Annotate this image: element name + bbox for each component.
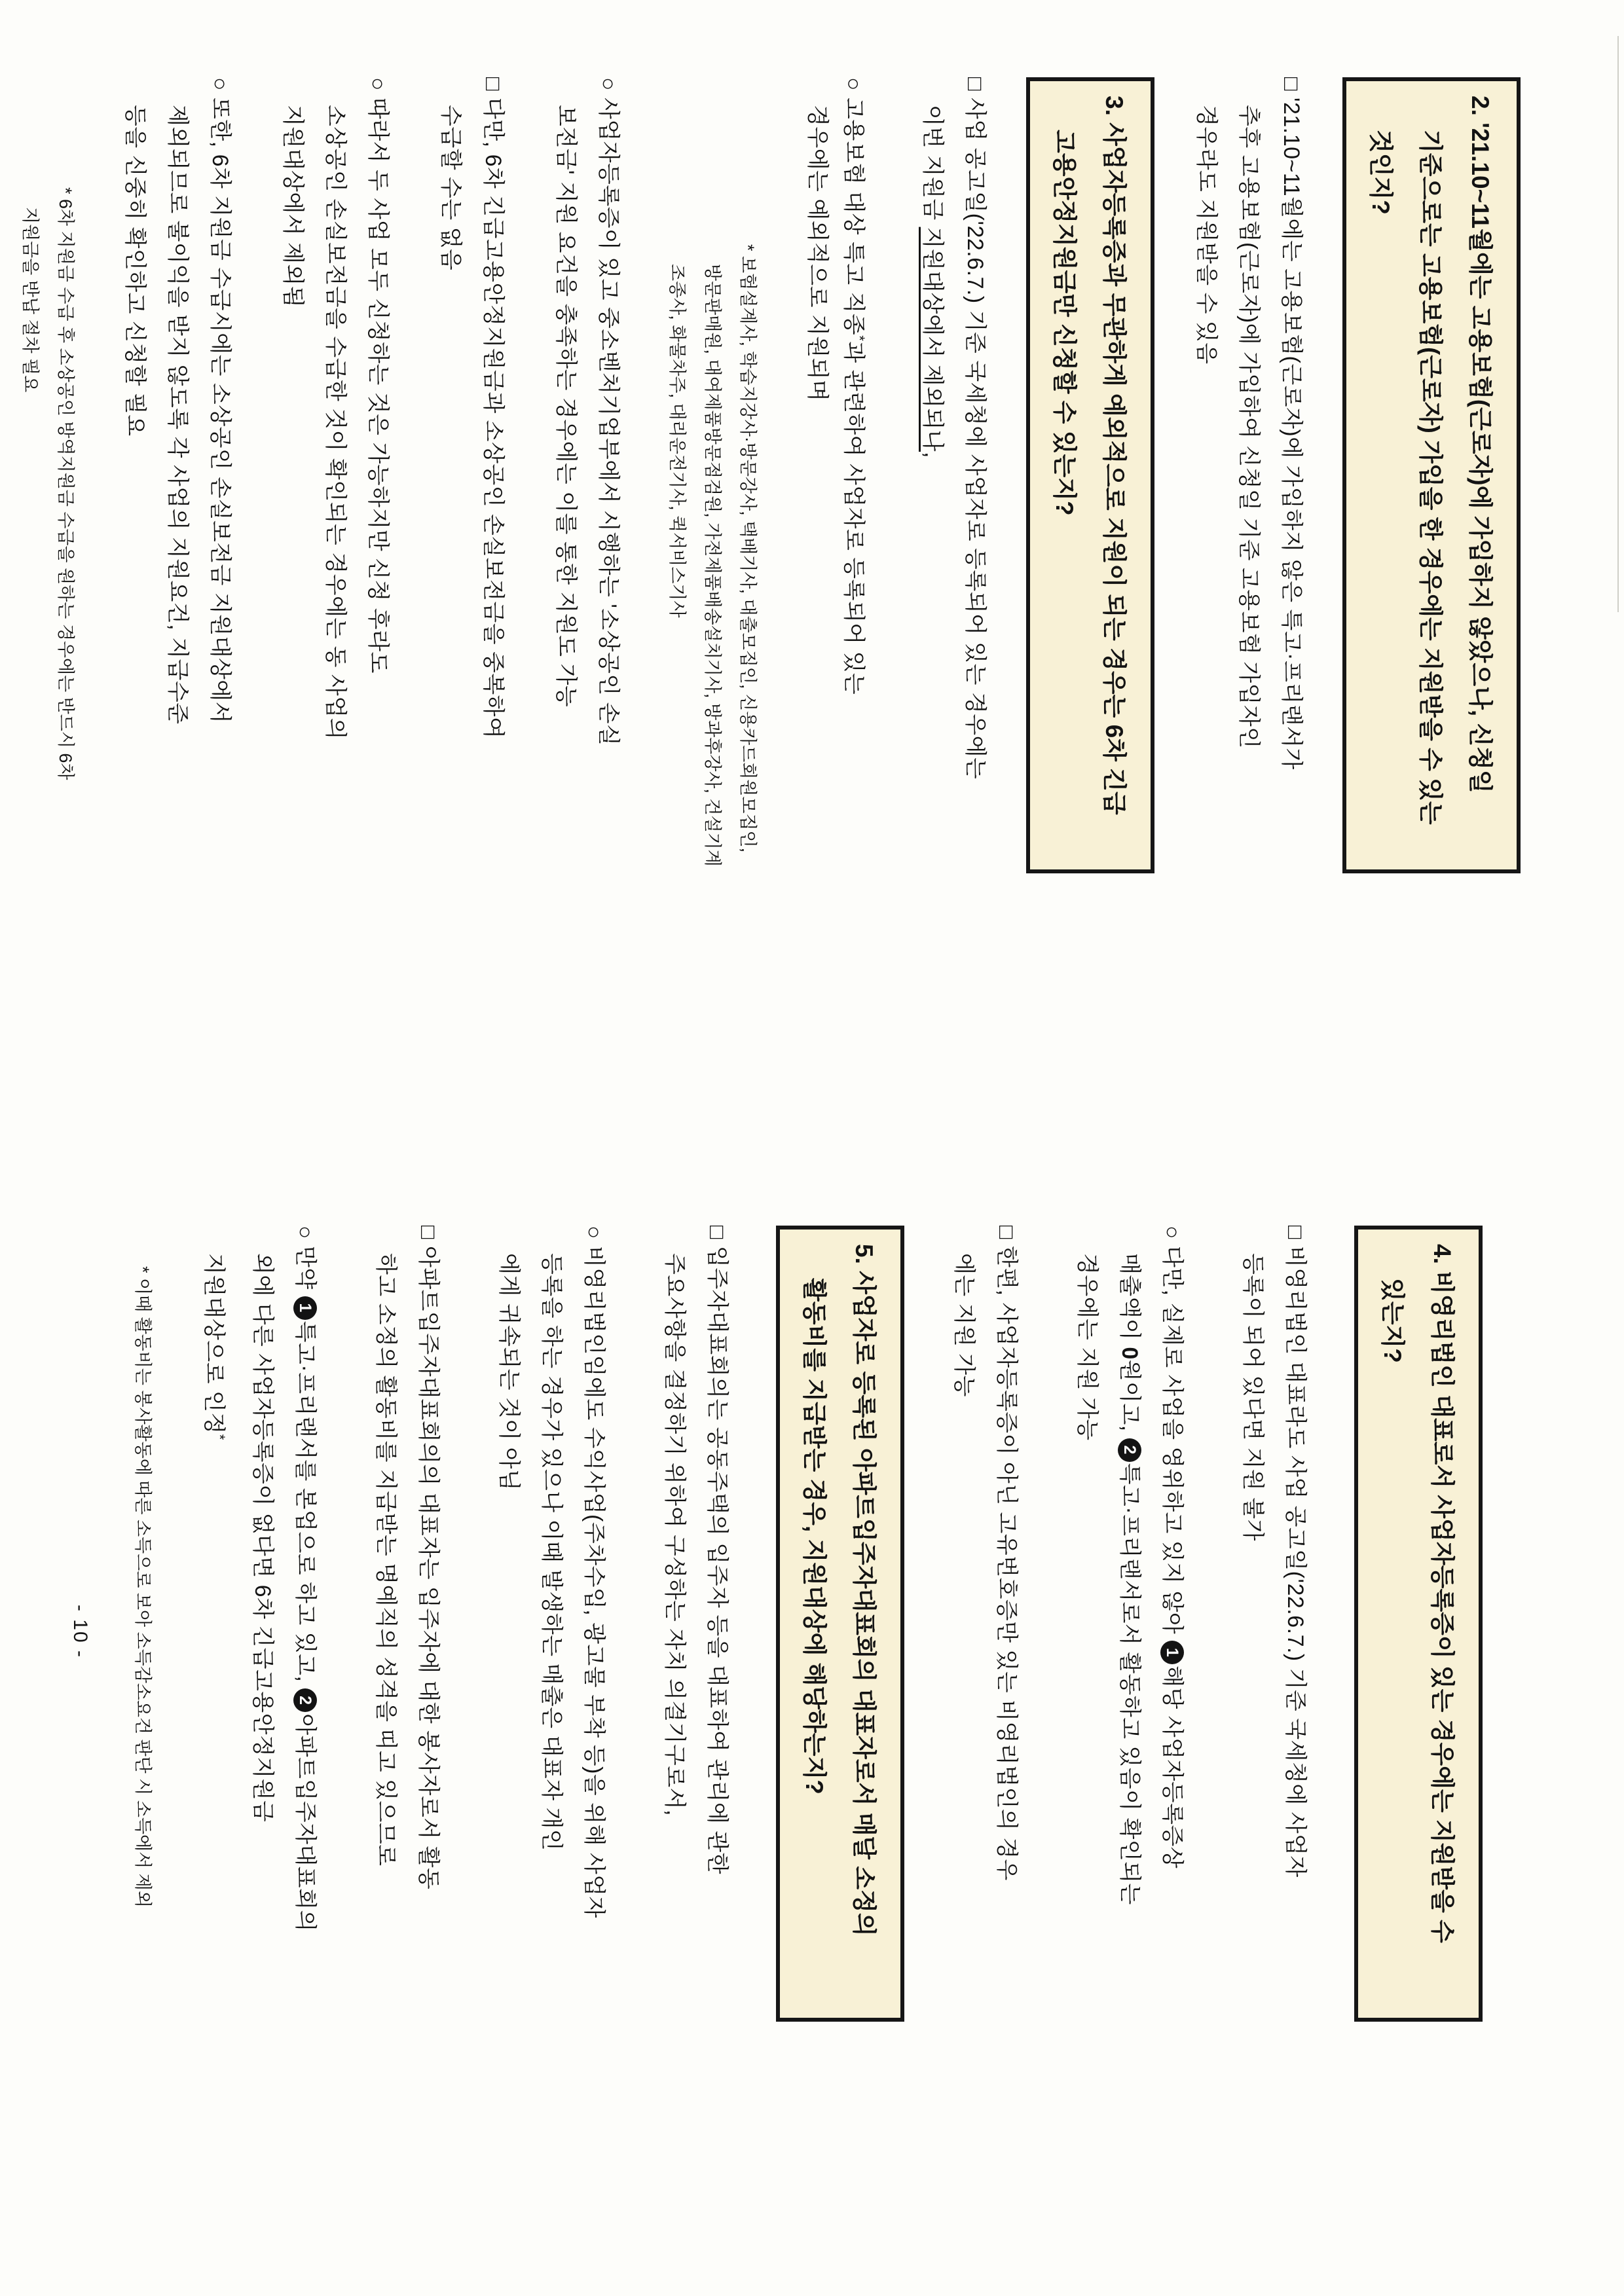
text-line (1151, 1226, 1193, 2295)
answer-5-3 (364, 1226, 449, 2295)
circled-number-2: 2 (1118, 1438, 1141, 1462)
page-canvas (0, 1148, 1624, 2295)
text-segment: 아파트입주자대표회의 (293, 1713, 318, 1932)
footnote-3-jobs (659, 77, 766, 1147)
text-segment: 0 (1117, 1347, 1142, 1360)
text-segment: 매출액이 (1117, 1253, 1142, 1347)
text-segment: 특고·프리랜서를 본업으로 하고 있고, (293, 1321, 318, 1689)
text-segment: 과 관련하여 사업자로 등록되어 있는 (841, 341, 866, 695)
text-line: 에게 귀속되는 것이 아님 (496, 1253, 521, 1491)
answer-3-6 (113, 77, 241, 1147)
text-line: 제외되므로 불이익을 받지 않도록 각 사업의 지원요건, 지급수준 (165, 105, 190, 725)
text-line: 경우에는 예외적으로 지원되며 (805, 105, 830, 402)
text-segment: ○ 만약 (293, 1226, 318, 1296)
answer-3-3 (544, 77, 629, 1147)
circled-number-2: 2 (293, 1688, 317, 1712)
question-4 (1354, 1226, 1483, 2022)
text-segment: 지원대상에서 제외되나 (920, 227, 945, 452)
text-line: 추후 고용보험(근로자)에 가입하여 신청일 기준 고용보험 가입자인 (1236, 105, 1261, 749)
text-line: □ '21.10~11월에는 고용보험(근로자)에 가입하지 않은 특고·프리랜서가 (1279, 77, 1304, 770)
answer-2-1 (1185, 77, 1312, 1147)
text-line: □ 비영리법인 대표라도 사업 공고일('22.6.7.) 기준 국세청에 사업자 (1283, 1226, 1308, 1878)
text-line (198, 1253, 241, 2295)
answer-5-1 (653, 1226, 738, 2295)
text-line: 경우에는 지원 가능 (1075, 1253, 1099, 1441)
text-line: 활동비를 지급받는 경우, 지원대상에 해당하는지? (801, 1278, 828, 1795)
text-line: ○ 비영리법인임에도 수익사업(주차수입, 광고물 부착 등)을 위해 사업자 (581, 1226, 606, 1918)
text-line: 고용안정지원금만 신청할 수 있는지? (1051, 130, 1078, 516)
text-line: 소상공인 손실보전금을 수급한 것이 확인되는 경우에는 동 사업의 (323, 105, 348, 740)
text-line: 것인지? (1367, 130, 1394, 215)
text-line (284, 1226, 326, 2295)
text-line: 지원금을 반납 절차 필요 (20, 207, 40, 393)
text-line: 지원대상에서 제외됨 (280, 105, 305, 308)
footnote-5-income (125, 1226, 160, 2295)
text-line: 2. '21.10~11월에는 고용보험(근로자)에 가입하지 않았으나, 신청일 (1467, 96, 1494, 793)
question-2 (1342, 77, 1521, 873)
text-line: 4. 비영리법인 대표로서 사업자등록증이 있는 경우에는 지원받을 수 (1429, 1244, 1456, 1943)
text-line: ○ 또한, 6차 지원금 수급시에는 소상공인 손실보전금 지원대상에서 (208, 77, 232, 723)
page-canvas (0, 0, 1624, 1147)
text-line: 경우라도 지원받을 수 있음 (1194, 105, 1219, 365)
text-line: 등록을 하는 경우가 있으나 이때 발생하는 매출은 대표자 개인 (539, 1253, 564, 1851)
text-line: □ 아파트입주자대표회의의 대표자는 입주자에 대한 봉사자로서 활동 (416, 1226, 441, 1890)
text-line: 방문판매원, 대여제품방문점검원, 가전제품배송설치기사, 방과후강사, 건설기계 (703, 264, 722, 867)
question-5 (776, 1226, 904, 2022)
circled-number-1: 1 (1160, 1641, 1184, 1664)
text-line: * 이때 활동비는 봉사활동에 따른 소득으로 보아 소득감소요건 판단 시 소득에서 제외 (133, 1266, 153, 1908)
answer-4-2 (1065, 1226, 1193, 2295)
text-segment: 원이고, (1117, 1359, 1142, 1438)
text-segment: * (212, 1434, 228, 1440)
scan-edge-line (1617, 36, 1619, 612)
text-line: 기준으로는 고용보험(근로자) 가입을 한 경우에는 지원받을 수 있는 (1417, 130, 1444, 825)
text-line: 주요사항을 결정하기 위하여 구성하는 자치 의결기구로서, (662, 1253, 687, 1816)
text-line: 외에 다른 사업자등록증이 없다면 6차 긴급고용안정지원금 (250, 1253, 275, 1823)
answer-3-5 (271, 77, 399, 1147)
circled-number-1: 1 (293, 1296, 317, 1320)
answer-3-2 (796, 77, 881, 1147)
text-line: * 보험설계사, 학습지강사·방문강사, 택배기사, 대출모집인, 신용카드회원모집인, (738, 244, 758, 853)
text-line: ○ 따라서 두 사업 모두 신청하는 것은 가능하지만 신청 후라도 (365, 77, 390, 674)
page-number-label: - 10 - (69, 1604, 91, 1659)
text-line: □ 사업 공고일('22.6.7.) 기준 국세청에 사업자로 등록되어 있는 경우에는 (963, 77, 987, 780)
text-line: ○ 사업자등록증이 있고 중소벤처기업부에서 시행하는 '소상공인 손실 (596, 77, 621, 746)
text-line: □ 한편, 사업자등록증이 아닌 고유번호증만 있는 비영리법인의 경우 (994, 1226, 1019, 1881)
answer-3-4 (429, 77, 514, 1147)
text-line: 보전금' 지원 요건을 충족하는 경우에는 이를 통한 지원도 가능 (553, 105, 578, 708)
footnote-3-refund (12, 77, 83, 1147)
text-segment: 이번 지원금 (920, 105, 945, 227)
text-line: 하고 소정의 활동비를 지급받는 명예직의 성격을 띠고 있으므로 (373, 1253, 398, 1867)
text-line: 등을 신중히 확인하고 신청할 필요 (122, 105, 147, 437)
text-segment: ○ 다만, 실제로 사업을 영위하고 있지 않아 (1160, 1226, 1185, 1641)
page-10 (0, 1148, 1624, 2296)
answer-5-2 (487, 1226, 615, 2295)
answer-3-1 (911, 77, 996, 1147)
text-line: □ 입주자대표회의는 공동주택의 입주자 등을 대표하여 관리에 관한 (705, 1226, 729, 1874)
answer-4-1 (1231, 1226, 1316, 2295)
text-line: 조종사, 화물차주, 대리운전기사, 퀵서비스기사 (667, 264, 687, 618)
text-segment: , (920, 452, 945, 458)
answer-4-3 (942, 1226, 1027, 2295)
text-line: 등록이 되어 있다면 지원 불가 (1240, 1253, 1265, 1541)
text-line (911, 105, 953, 1147)
text-segment: 특고·프리랜서로서 활동하고 있음이 확인되는 (1117, 1463, 1142, 1905)
text-line: 3. 사업자등록증과 무관하게 예외적으로 지원이 되는 경우는 6차 긴급 (1101, 96, 1128, 815)
text-line: * 6차 지원금 수급 후 소상공인 방역지원금 수급을 원하는 경우에는 반드시 6차 (56, 187, 75, 780)
text-line: 있는지? (1379, 1278, 1406, 1363)
text-line (1108, 1253, 1151, 2295)
question-3 (1026, 77, 1154, 873)
text-segment: ○ 고용보험 대상 특고 직종 (841, 77, 866, 336)
text-line: 수급할 수는 없음 (438, 105, 463, 271)
answer-5-4 (198, 1226, 326, 2295)
text-segment: 지원대상으로 인정 (201, 1253, 227, 1434)
text-segment: * (851, 335, 868, 342)
text-line: 에는 지원 가능 (951, 1253, 976, 1397)
text-line (838, 77, 881, 1147)
text-line: 5. 사업자로 등록된 아파트입주자대표회의 대표자로서 매달 소정의 (851, 1244, 877, 1937)
text-segment: 해당 사업자등록증상 (1160, 1666, 1185, 1869)
text-line: □ 다만, 6차 긴급고용안정지원금과 소상공인 손실보전금을 중복하여 (481, 77, 506, 739)
